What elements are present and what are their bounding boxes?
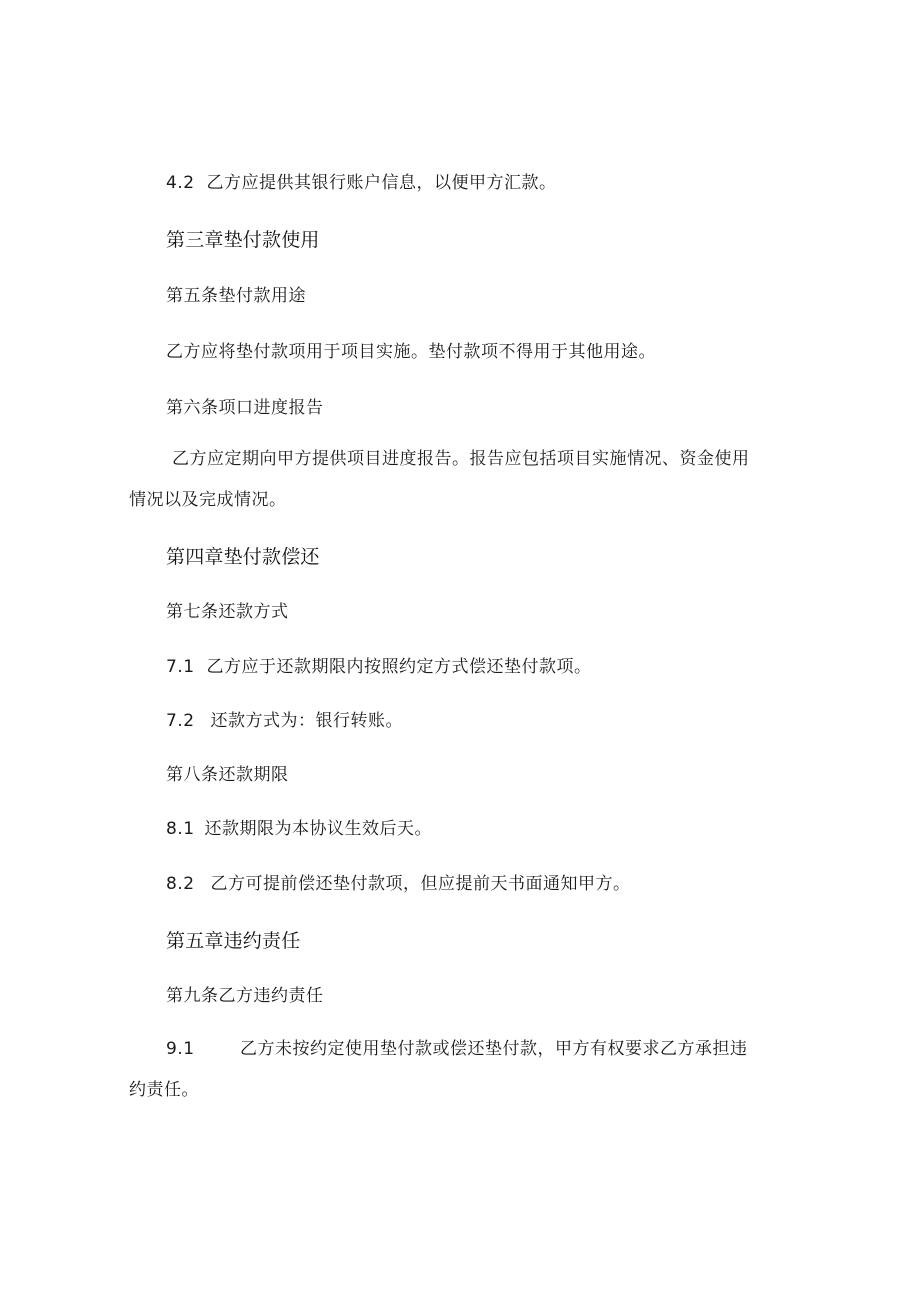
clause-9-1-text-line-2: 约责任。: [129, 1080, 199, 1100]
clause-text: 乙方应于还款期限内按照约定方式偿还垫付款项。: [206, 657, 592, 677]
clause-7-1: [166, 656, 592, 678]
article-7-title: 第七条还款方式: [166, 602, 289, 622]
chapter-3-heading: 第三章垫付款使用: [166, 229, 320, 251]
clause-9-1: [166, 1038, 748, 1060]
clause-text: 还款期限为本协议生效后天。: [204, 819, 433, 839]
article-6-text-line-2: 情况以及完成情况。: [129, 490, 287, 510]
chapter-5-heading: 第五章违约责任: [166, 930, 301, 952]
clause-number: 7.1: [166, 657, 195, 677]
clause-text: 乙方可提前偿还垫付款项，但应提前天书面通知甲方。: [210, 874, 631, 894]
chapter-4-heading: 第四章垫付款偿还: [166, 546, 320, 568]
clause-text: 乙方未按约定使用垫付款或偿还垫付款，甲方有权要求乙方承担违: [240, 1039, 748, 1059]
article-6-title: 第六条项口进度报告: [166, 398, 324, 418]
clause-8-1: [166, 818, 432, 840]
article-5-title: 第五条垫付款用途: [166, 286, 306, 306]
clause-7-2: [166, 710, 403, 732]
clause-number: 9.1: [166, 1039, 195, 1059]
article-9-title: 第九条乙方违约责任: [166, 986, 324, 1006]
clause-number: 8.1: [166, 819, 195, 839]
article-6-text-line-1: 乙方应定期向甲方提供项目进度报告。报告应包括项目实施情况、资金使用: [172, 449, 750, 469]
clause-text: 还款方式为：银行转账。: [210, 711, 404, 731]
clause-8-2: [166, 873, 631, 895]
clause-number: 8.2: [166, 874, 195, 894]
clause-number: 4.2: [166, 173, 195, 193]
clause-4-2: [166, 172, 557, 194]
article-5-text: 乙方应将垫付款项用于项目实施。垫付款项不得用于其他用途。: [166, 342, 656, 362]
article-8-title: 第八条还款期限: [166, 765, 289, 785]
clause-text: 乙方应提供其银行账户信息，以便甲方汇款。: [206, 173, 557, 193]
clause-number: 7.2: [166, 711, 195, 731]
